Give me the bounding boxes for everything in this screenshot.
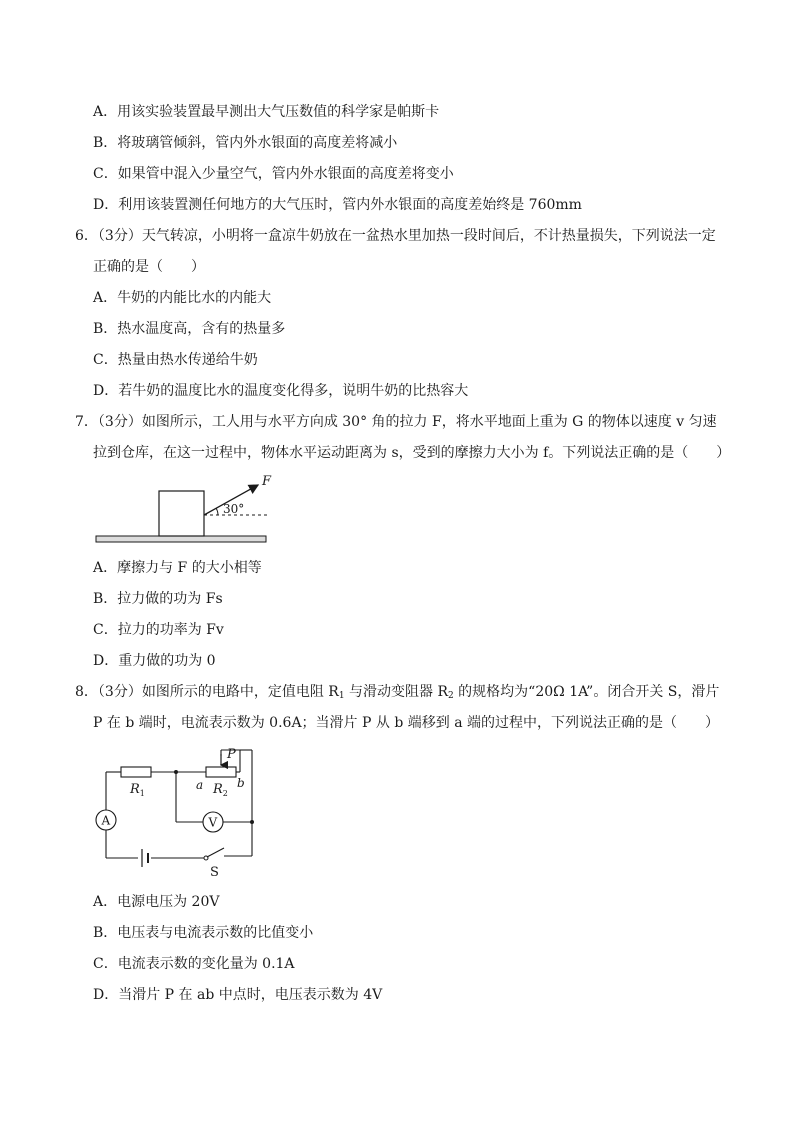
q8-switch-blade: [207, 848, 224, 857]
q8-r2-rheostat: [206, 767, 236, 777]
q7-option-a: A．摩擦力与 F 的大小相等: [93, 560, 262, 576]
q5-option-a: A．用该实验装置最早测出大气压数值的科学家是帕斯卡: [93, 104, 440, 120]
q8-circuit-figure: [90, 742, 270, 880]
q7-force-label: F: [262, 474, 272, 489]
q8-stem-line1: 8．（3分）如图所示的电路中，定值电阻 $R_1$ 与滑动变阻器 $R_2$ 的规格均为“20Ω 1A”。闭合开关 S，滑片: [75, 684, 720, 701]
q8-r1-resistor: [121, 767, 151, 777]
q7-block: [159, 491, 204, 536]
q8-r1-label: $R_1$: [130, 782, 145, 798]
q8-option-b: B．电压表与电流表示数的比值变小: [93, 925, 314, 941]
q6-option-c: C．热量由热水传递给牛奶: [93, 352, 258, 368]
q6-option-a: A．牛奶的内能比水的内能大: [93, 290, 272, 306]
q5-option-b: B．将玻璃管倾斜，管内外水银面的高度差将减小: [93, 135, 398, 151]
q8-option-a: A．电源电压为 20V: [93, 894, 220, 910]
q6-option-b: B．热水温度高，含有的热量多: [93, 321, 286, 337]
q8-stem-line2: P 在 b 端时，电流表示数为 0.6A；当滑片 P 从 b 端移到 a 端的过程中，下列说法正确的是（ ）: [93, 715, 719, 731]
q8-slider-label: P: [227, 747, 236, 762]
q6-option-d: D．若牛奶的温度比水的温度变化得多，说明牛奶的比热容大: [93, 383, 469, 399]
q7-ground: [96, 536, 266, 542]
q6-stem-line2: 正确的是（ ）: [93, 259, 205, 275]
q8-wires: [106, 750, 252, 858]
q7-stem-line2: 拉到仓库，在这一过程中，物体水平运动距离为 s，受到的摩擦力大小为 f。下列说法正确的是（ ）: [93, 445, 731, 461]
q8-voltmeter-label: V: [208, 815, 218, 830]
q5-option-c: C．如果管中混入少量空气，管内外水银面的高度差将变小: [93, 166, 454, 182]
q5-option-d: D．利用该装置测任何地方的大气压时，管内外水银面的高度差始终是 760mm: [93, 197, 582, 213]
q7-option-c: C．拉力的功率为 Fv: [93, 622, 224, 638]
q8-end-b-label: b: [237, 776, 245, 790]
q8-junction-left: [174, 770, 178, 774]
q7-angle-label: 30°: [223, 502, 245, 516]
q7-figure: [90, 470, 280, 546]
q8-junction-right: [250, 820, 254, 824]
q6-stem-line1: 6．（3分）天气转凉，小明将一盒凉牛奶放在一盆热水里加热一段时间后，不计热量损失，下列说法一定: [75, 228, 716, 244]
q8-end-a-label: a: [196, 778, 204, 792]
q8-switch-label: S: [210, 865, 219, 880]
q8-r2-label: $R_2$: [213, 782, 228, 798]
q8-ammeter-label: A: [101, 813, 111, 828]
q7-option-d: D．重力做的功为 0: [93, 653, 216, 669]
q7-angle-arc: [216, 508, 218, 515]
q8-option-c: C．电流表示数的变化量为 0.1A: [93, 956, 295, 972]
q7-option-b: B．拉力做的功为 Fs: [93, 591, 223, 607]
q7-stem-line1: 7．（3分）如图所示，工人用与水平方向成 30° 角的拉力 F，将水平地面上重为 G 的物体以速度 v 匀速: [75, 414, 717, 430]
q8-option-d: D．当滑片 P 在 ab 中点时，电压表示数为 4V: [93, 987, 383, 1003]
